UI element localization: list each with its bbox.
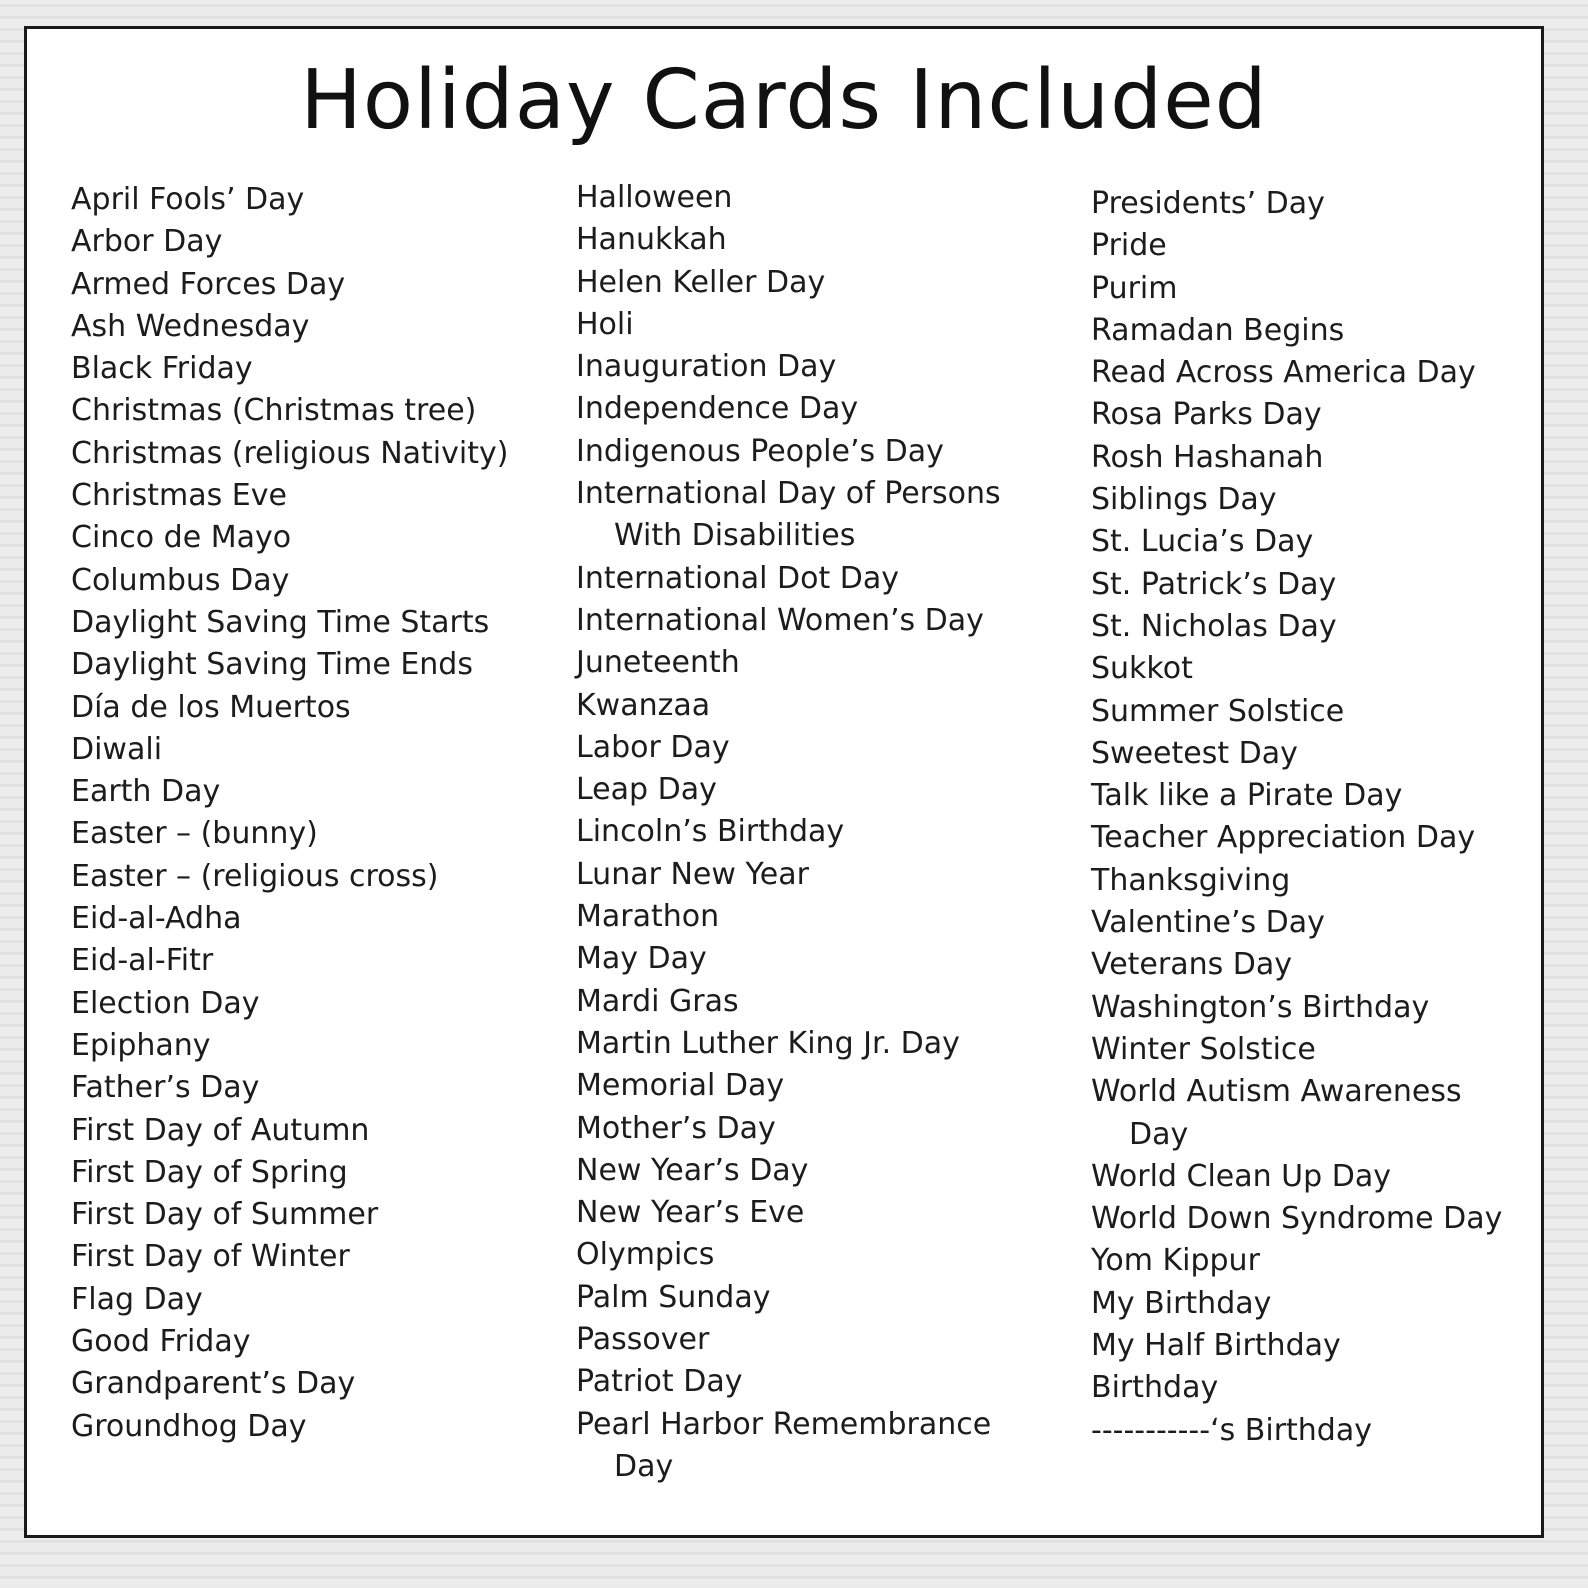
list-item: Purim <box>1091 270 1178 306</box>
list-item: My Birthday <box>1091 1285 1272 1321</box>
list-item: May Day <box>576 941 707 977</box>
list-item: Washington’s Birthday <box>1091 989 1430 1025</box>
list-item: Father’s Day <box>71 1070 260 1106</box>
list-item-continuation: With Disabilities <box>614 518 856 554</box>
list-item: Pride <box>1091 228 1167 264</box>
list-item: Kwanzaa <box>576 687 711 723</box>
list-item: Teacher Appreciation Day <box>1091 820 1476 856</box>
list-item: Lunar New Year <box>576 856 809 892</box>
list-item: Labor Day <box>576 729 730 765</box>
list-item: Black Friday <box>71 351 253 387</box>
list-item: Diwali <box>71 731 163 767</box>
holiday-column-2 <box>576 177 1001 1488</box>
list-item: Olympics <box>576 1237 715 1273</box>
list-item: Helen Keller Day <box>576 264 826 300</box>
list-item: Thanksgiving <box>1091 862 1291 898</box>
list-item-continuation: Day <box>614 1448 674 1484</box>
list-item: International Day of Persons <box>576 476 1001 512</box>
list-item: Siblings Day <box>1091 482 1277 518</box>
list-item: Halloween <box>576 180 733 215</box>
list-item: Sweetest Day <box>1091 735 1298 771</box>
list-item: Ash Wednesday <box>71 308 310 344</box>
list-item: Read Across America Day <box>1091 355 1476 391</box>
list-item: Patriot Day <box>576 1364 743 1400</box>
list-item: New Year’s Day <box>576 1152 809 1188</box>
list-item: Presidents’ Day <box>1091 186 1325 221</box>
list-item: Flag Day <box>71 1281 203 1317</box>
list-item-continuation: Day <box>1129 1116 1189 1152</box>
list-item: World Autism Awareness <box>1091 1074 1462 1110</box>
list-item: Daylight Saving Time Ends <box>71 647 473 683</box>
list-item: My Half Birthday <box>1091 1328 1341 1364</box>
list-item: International Women’s Day <box>576 602 984 638</box>
list-item: Cinco de Mayo <box>71 520 292 556</box>
list-item: Hanukkah <box>576 222 727 258</box>
list-item: Juneteenth <box>576 645 740 681</box>
list-item: Christmas (religious Nativity) <box>71 435 509 471</box>
list-item: Easter – (bunny) <box>71 816 318 852</box>
list-item: Earth Day <box>71 774 221 810</box>
list-item: Pearl Harbor Remembrance <box>576 1406 992 1442</box>
list-item: Leap Day <box>576 772 717 808</box>
list-item: Mother’s Day <box>576 1110 776 1146</box>
list-item: World Down Syndrome Day <box>1091 1201 1503 1237</box>
list-item: Palm Sunday <box>576 1279 771 1315</box>
list-item: Eid-al-Fitr <box>71 943 214 979</box>
list-item: Eid-al-Adha <box>71 901 242 937</box>
list-item: Columbus Day <box>71 562 290 598</box>
list-item: St. Lucia’s Day <box>1091 524 1314 560</box>
list-item: Veterans Day <box>1091 947 1293 983</box>
list-item: Holi <box>576 306 634 342</box>
list-item: Memorial Day <box>576 1068 785 1104</box>
list-item: Election Day <box>71 985 260 1021</box>
list-item: First Day of Autumn <box>71 1112 370 1148</box>
list-item: Good Friday <box>71 1324 251 1360</box>
list-item: Epiphany <box>71 1027 211 1063</box>
holiday-column-1 <box>71 179 508 1448</box>
list-item: Christmas Eve <box>71 478 287 514</box>
list-item: First Day of Summer <box>71 1197 379 1233</box>
list-item: St. Nicholas Day <box>1091 608 1337 644</box>
list-item: Sukkot <box>1091 651 1193 687</box>
list-item: Christmas (Christmas tree) <box>71 393 477 429</box>
list-item: Inauguration Day <box>576 349 837 385</box>
list-item: Daylight Saving Time Starts <box>71 604 490 640</box>
list-item: Martin Luther King Jr. Day <box>576 1025 960 1061</box>
list-item: Valentine’s Day <box>1091 905 1325 941</box>
list-item: Grandparent’s Day <box>71 1366 356 1402</box>
holiday-list-card <box>24 26 1544 1538</box>
page-title: Holiday Cards Included <box>300 53 1268 148</box>
list-item: World Clean Up Day <box>1091 1158 1391 1194</box>
list-item: Marathon <box>576 899 720 935</box>
list-item: Passover <box>576 1322 710 1358</box>
holiday-column-3 <box>1091 183 1502 1452</box>
list-item: Rosh Hashanah <box>1091 439 1324 475</box>
list-item: International Dot Day <box>576 560 899 596</box>
list-item: Ramadan Begins <box>1091 312 1345 348</box>
list-item: Groundhog Day <box>71 1408 307 1444</box>
list-item: Independence Day <box>576 391 859 427</box>
list-item: Winter Solstice <box>1091 1031 1316 1067</box>
list-item: Indigenous People’s Day <box>576 433 944 469</box>
list-item: Easter – (religious cross) <box>71 858 439 894</box>
list-item: Día de los Muertos <box>71 689 351 725</box>
list-item: Talk like a Pirate Day <box>1091 778 1403 814</box>
list-item: Summer Solstice <box>1091 693 1345 729</box>
list-item: New Year’s Eve <box>576 1195 805 1231</box>
list-item: St. Patrick’s Day <box>1091 566 1337 602</box>
list-item: First Day of Spring <box>71 1154 348 1190</box>
list-item: Lincoln’s Birthday <box>576 814 845 850</box>
list-item: Armed Forces Day <box>71 266 346 302</box>
list-item: Rosa Parks Day <box>1091 397 1322 433</box>
list-item: -----------‘s Birthday <box>1091 1412 1372 1448</box>
list-item: Arbor Day <box>71 224 223 260</box>
list-item: First Day of Winter <box>71 1239 350 1275</box>
list-item: Birthday <box>1091 1370 1219 1406</box>
list-item: Yom Kippur <box>1091 1243 1260 1279</box>
list-item: April Fools’ Day <box>71 182 305 217</box>
list-item: Mardi Gras <box>576 983 739 1019</box>
